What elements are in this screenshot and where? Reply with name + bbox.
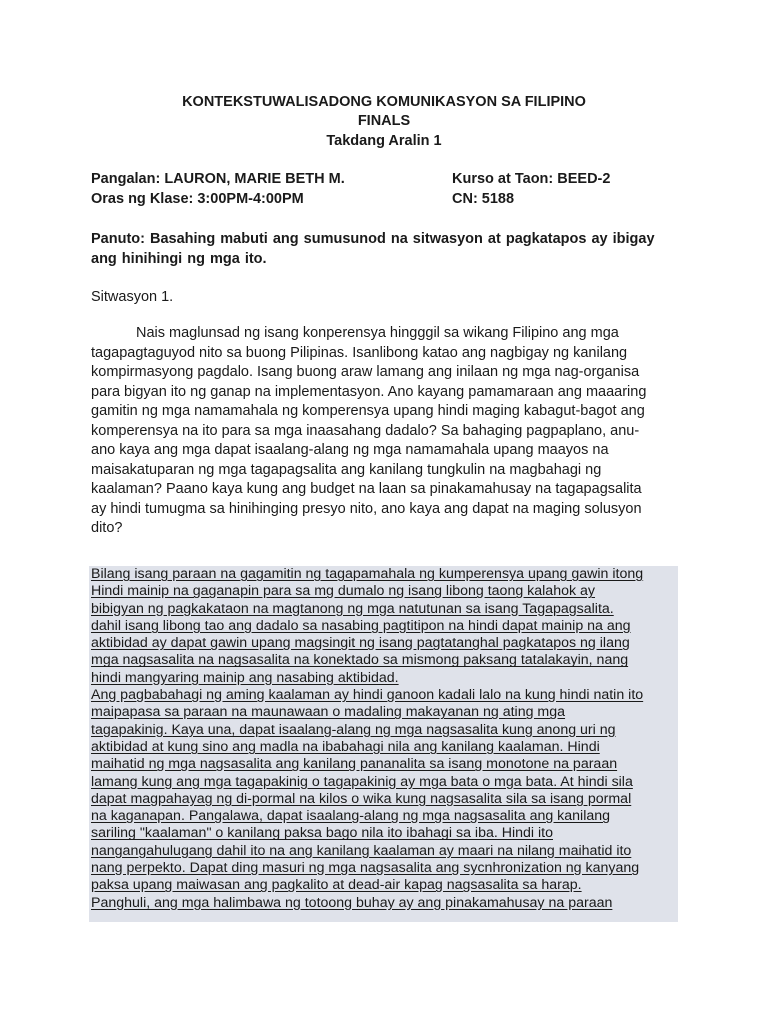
answer-line: sariling "kaalaman" o kanilang paksa bago nila ito ibahagi sa iba. Hindi ito [91,825,553,842]
course-year: Kurso at Taon: BEED-2 [452,171,611,187]
answer-line: lamang kung ang mga tagapakinig o tagapakinig ay mga bata o mga bata. At hindi sila [91,773,633,790]
answer-line: paksa upang maiwasan ang pagkalito at dead-air kapag nagsasalita sa harap. [91,877,582,894]
answer-line: Hindi mainip na gaganapin para sa mg dumalo ng isang libong taong kalahok ay [91,583,595,600]
scenario-line: ay hindi tumugma sa hinihinging presyo nito, ano kaya ang dapat na maging solusyon [91,500,642,517]
answer-line: maihatid ng mga nagsasalita ang kanilang pananalita sa isang monotone na paraan [91,756,618,773]
answer-line: aktibidad at kung sino ang madla na ibabahagi nila ang kanilang kaalaman. Hindi [91,738,600,755]
answer-line: aktibidad ay dapat gawin upang magsingit ng isang pagtatanghal pagkatapos ng ilang [91,635,630,652]
scenario-line: ano kaya ang mga dapat isaalang-alang ng mga namamahala upang maayos na [91,442,609,458]
answer-block [89,566,678,922]
answer-line: bibigyan ng pagkakataon na magtanong ng mga natutunan sa isang Tagapagsalita. [91,600,614,617]
course-title: KONTEKSTUWALISADONG KOMUNIKASYON SA FILIPINO [182,94,586,110]
answer-line: nangangahulugang dahil ito na ang kanilang kaalaman ay maari na nilang maihatid ito [91,842,632,859]
answer-line: hindi mangyaring mainip ang nasabing aktibidad. [91,669,399,686]
scenario-line: gamitin ng mga namamahala ng komperensya upang hindi maging kabagut-bagot ang [91,403,645,419]
answer-line: maipapasa sa paraan na maunawaan o madaling makayanan ng ating mga [91,704,566,721]
answer-line: Panghuli, ang mga halimbawa ng totoong buhay ay ang pinakamahusay na paraan [91,894,613,911]
class-number: CN: 5188 [452,191,515,207]
scenario-line: kompirmasyong pagdalo. Isang buong araw lamang ang inilaan ng mga nag-organisa [91,364,640,380]
scenario-line: tagapagtaguyod nito sa buong Pilipinas. Isanlibong katao ang nagbigay ng kanilang [91,344,628,361]
scenario-line: kaalaman? Paano kaya kung ang budget na laan sa pinakamahusay na tagapagsalita [91,481,642,497]
answer-line: mga nagsasalita na nagsasalita na konektado sa mismong paksang tatalakayin, nang [91,652,629,669]
answer-line: dahil isang libong tao ang dadalo sa nasabing pagtitipon na hindi dapat mainip na ang [91,617,631,634]
answer-line: nang perpekto. Dapat ding masuri ng mga nagsasalita ang sycnhronization ng kanyang [91,860,640,877]
answer-line: na kaganapan. Pangalawa, dapat isaalang-alang ng mga nagsasalita ang kanilang [91,808,611,825]
answer-line: Bilang isang paraan na gagamitin ng tagapamahala ng kumperensya upang gawin itong [91,566,644,582]
answer-line: Ang pagbabahagi ng aming kaalaman ay hindi ganoon kadali lalo na kung hindi natin ito [91,687,644,704]
scenario-line: dito? [91,520,123,536]
assignment-title: Takdang Aralin 1 [326,133,442,149]
exam-period: FINALS [357,113,411,129]
answer-line: tagapakinig. Kaya una, dapat isaalang-alang ng mga nagsasalita kung anong uri ng [91,721,616,738]
instructions: Panuto: Basahing mabuti ang sumusunod na sitwasyon at pagkatapos ay ibigay ang hinihingi ng mga ito. [91,231,655,267]
scenario-paragraph [91,324,691,539]
scenario-line: Nais maglunsad ng isang konperensya hingggil sa wikang Filipino ang mga [136,325,619,341]
answer-line: dapat magpahayag ng di-pormal na kilos o wika kung nagsasalita sila sa isang pormal [91,790,632,807]
scenario-line: para bigyan ito ng ganap na implementasyon. Ano kayang pamamaraan ang maaaring [91,383,647,400]
scenario-line: maisakatuparan ng mga tagapagsalita ang kanilang tungkulin na magbahagi ng [91,461,602,478]
scenario-line: komperensya na ito para sa mga inaasahang dadalo? Sa bahaging pagpaplano, anu- [91,422,640,439]
student-name: Pangalan: LAURON, MARIE BETH M. [91,171,345,187]
situation-label: Sitwasyon 1. [91,289,174,305]
class-schedule: Oras ng Klase: 3:00PM-4:00PM [91,191,304,207]
